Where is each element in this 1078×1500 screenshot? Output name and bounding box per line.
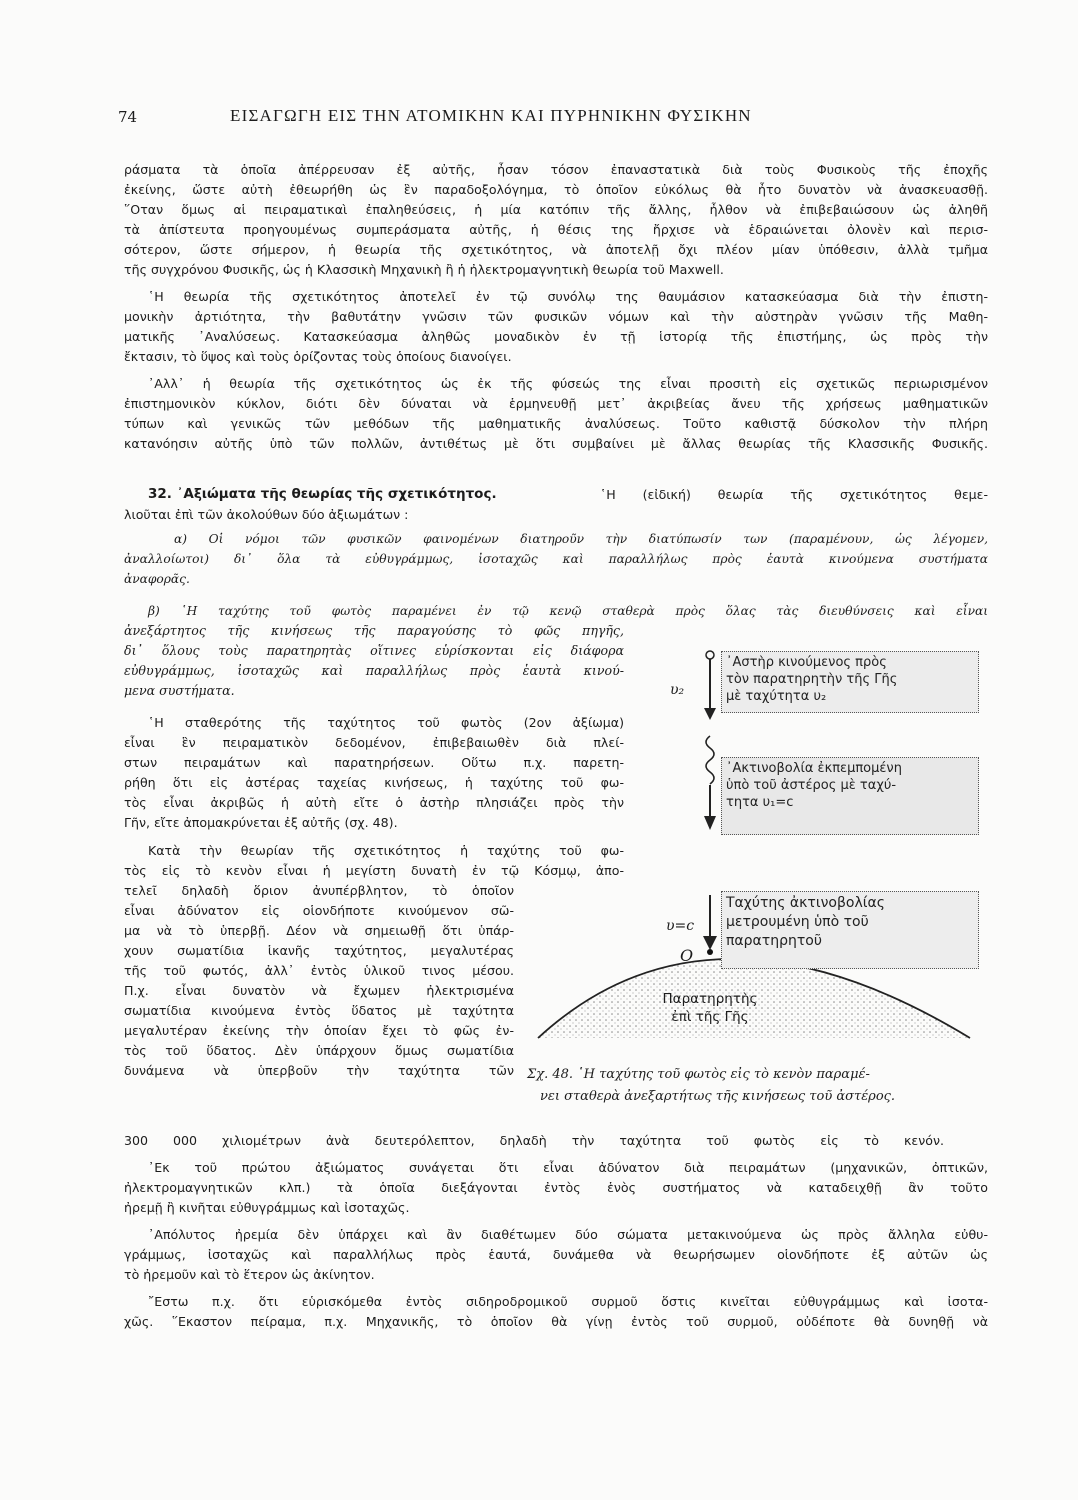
text-line: μα νὰ τὸ ὑπερβῇ. Δέον νὰ σημειωθῇ ὅτι ὑπάρ-: [124, 923, 514, 938]
measured-speed-box: [721, 891, 979, 969]
observer-line: ἐπὶ τῆς Γῆς: [671, 1009, 749, 1025]
axiom-b-line: μενα συστήματα.: [124, 683, 235, 698]
label-v-equals-c: υ=c: [666, 918, 695, 934]
arrowhead-icon: [703, 936, 717, 950]
box-line: ᾿Ακτινοβολία ἐκπεμπομένη: [726, 761, 902, 776]
text-line: τὸς εἰς τὸ κενὸν εἶναι ἡ μεγίστη δυνατὴ ἐν τῷ Κόσμῳ, ἀπο-: [124, 863, 624, 878]
text-line: 300 000 χιλιομέτρων ἀνὰ δευτερόλεπτον, δηλαδὴ τὴν ταχύτητα τοῦ φωτὸς εἰς τὸ κενόν.: [124, 1133, 944, 1148]
axiom-a-line: α) Οἱ νόμοι τῶν φυσικῶν φαινομένων διατηροῦν τὴν διατύπωσίν των (παραμένουν, ὡς λέγομεν,: [174, 532, 988, 546]
text-line: ράσματα τὰ ὁποῖα ἀπέρρευσαν ἐξ αὐτῆς, ἦσαν τόσον ἐπαναστατικὰ διὰ τοὺς Φυσικοὺς τῆς ἐποχῆς: [124, 162, 988, 177]
axiom-b-line: δι᾿ ὅλους τοὺς παρατηρητὰς οἵτινες εὑρίσκονται εἰς διάφορα: [124, 643, 624, 658]
text-line: ἔκτασιν, τὸ ὕψος καὶ τοὺς ὁρίζοντας τοὺς ὁποίους διανοίγει.: [124, 349, 512, 364]
observer-line: Παρατηρητὴς: [662, 991, 758, 1007]
text-line: ἐκείνης, ὥστε αὐτὴ ἐθεωρήθη ὡς ἓν παραδοξολόγημα, τὸ ὁποῖον εὐκόλως θὰ ἦτο δυνατὸν νὰ ἀνασκευασθῇ.: [124, 182, 988, 197]
running-title: ΕΙΣΑΓΩΓΗ ΕΙΣ ΤΗΝ ΑΤΟΜΙΚΗΝ ΚΑΙ ΠΥΡΗΝΙΚΗΝ ΦΥΣΙΚΗΝ: [230, 106, 752, 125]
box-line: μὲ ταχύτητα υ₂: [726, 689, 827, 704]
text-line: χῶς. ῞Εκαστον πείραμα, π.χ. Μηχανικῆς, τὸ ὁποῖον θὰ γίνῃ ἐντὸς τοῦ συρμοῦ, οὐδέποτε θὰ δυνηθῇ νὰ: [124, 1314, 988, 1329]
page-number: 74: [118, 108, 138, 126]
text-line: δυνάμενα νὰ ὑπερβοῦν τὴν ταχύτητα τῶν: [124, 1063, 514, 1078]
axiom-b-line: εὐθυγράμμως, ἰσοταχῶς καὶ παραλλήλως πρὸς ἑαυτὰ κινού-: [124, 663, 624, 678]
text-line: ματικῆς ᾿Αναλύσεως. Κατασκεύασμα ἀληθῶς μοναδικὸν ἐν τῇ ἱστορίᾳ τῆς ἐπιστήμης, ὡς πρὸς τὴν: [124, 329, 988, 344]
text-line: ἐπιστημονικὸν κύκλον, διότι δὲν δύναται νὰ ἑρμηνευθῇ μετ᾿ ἀκριβείας ἄνευ τῆς χρήσεως μαθηματικῶν: [124, 396, 988, 411]
text-line: γράμμως, ἰσοταχῶς καὶ παραλλήλως πρὸς ἑαυτά, δυνάμεθα νὰ θεωρήσωμεν οἱονδήποτε ἐξ αὐτῶν ὡς: [124, 1247, 988, 1262]
text-line: Π.χ. εἶναι δυνατὸν νὰ ἔχωμεν ἠλεκτρισμένα: [124, 983, 514, 998]
axiom-a-line: ἀναλλοίωτοι) δι᾿ ὅλα τὰ εὐθυγράμμως, ἰσοταχῶς καὶ παραλλήλως πρὸς ἑαυτὰ κινούμενα συστήματα: [124, 552, 988, 566]
text-line: χουν σωματίδια ἱκανῆς ταχύτητος, μεγαλυτέρας: [124, 943, 514, 958]
axiom-b-line: β) ῾Η ταχύτης τοῦ φωτὸς παραμένει ἐν τῷ κενῷ σταθερὰ πρὸς ὅλας τὰς διευθύνσεις καὶ εἶναι: [148, 604, 988, 618]
box-line: μετρουμένη ὑπὸ τοῦ: [726, 914, 869, 930]
figure-caption: νει σταθερὰ ἀνεξαρτήτως τῆς κινήσεως τοῦ ἀστέρος.: [540, 1089, 896, 1104]
text-line: μεγαλυτέραν ἐκείνης τὴν ὁποίαν ἔχει τὸ φῶς ἐν-: [124, 1023, 514, 1038]
text-line: ῾Η θεωρία τῆς σχετικότητος ἀποτελεῖ ἐν τῷ συνόλῳ της θαυμάσιον κατασκεύασμα διὰ τὴν ἐπιστη-: [148, 289, 988, 304]
text-line: τὸς εἶναι ἀκριβῶς ἡ αὐτὴ εἴτε ὁ ἀστὴρ πλησιάζει πρὸς τὴν: [124, 795, 624, 810]
text-line: ἠρεμῇ ἢ κινῆται εὐθυγράμμως καὶ ἰσοταχῶς.: [124, 1200, 410, 1215]
text-line: ᾿Εκ τοῦ πρώτου ἀξιώματος συνάγεται ὅτι εἶναι ἀδύνατον διὰ πειραμάτων (μηχανικῶν, ὀπτικῶν,: [148, 1160, 988, 1175]
box-line: παρατηρητοῦ: [726, 933, 822, 949]
box-line: τὸν παρατηρητὴν τῆς Γῆς: [726, 672, 898, 687]
light-wave-icon: [706, 736, 714, 784]
text-line: τῆς τοῦ φωτός, ἀλλ᾿ ἐντὸς ὑλικοῦ τινος μέσου.: [124, 963, 514, 978]
label-origin: O: [680, 946, 694, 965]
text-line: εἶναι ἓν πειραματικὸν δεδομένον, ἐπιβεβαιωθὲν διὰ πλεί-: [124, 735, 624, 750]
box-line: ὑπὸ τοῦ ἀστέρος μὲ ταχύ-: [726, 778, 897, 793]
text-line: τῆς συγχρόνου Φυσικῆς, ὡς ἡ Κλασσικὴ Μηχανικὴ ἢ ἡ ἠλεκτρομαγνητικὴ θεωρία τοῦ Maxwell.: [124, 262, 724, 277]
text-line: ῎Εστω π.χ. ὅτι εὑρισκόμεθα ἐντὸς σιδηροδρομικοῦ συρμοῦ ὅστις κινεῖται εὐθυγράμμως καὶ ἰσοτα-: [148, 1294, 988, 1309]
text-line: ῞Οταν ὅμως αἱ πειραματικαὶ ἐπαληθεύσεις, ἡ μία κατόπιν τῆς ἄλλης, ἦλθον νὰ ἐπιβεβαιώσουν ὡς ἀληθῆ: [124, 202, 988, 217]
box-line: Ταχύτης ἀκτινοβολίας: [726, 895, 885, 911]
text-line: τὰ ἀπίστευτα προηγουμένως συμπεράσματα αὐτῆς, ἡ θέσις της ἤρχισε νὰ ἑδραιώνεται ὀλονὲν καὶ περισ-: [124, 222, 988, 237]
observer-label: [640, 990, 780, 1026]
text-line: τὸς τοῦ ὕδατος. Δὲν ὑπάρχουν ὅμως σωματίδια: [124, 1043, 514, 1058]
star-marker: [706, 651, 714, 659]
text-line: τελεῖ δηλαδὴ ὅριον ἀνυπέρβλητον, τὸ ὁποῖον: [124, 883, 514, 898]
box-line: ᾿Αστὴρ κινούμενος πρὸς: [726, 655, 887, 670]
text-line: ᾿Αλλ᾿ ἡ θεωρία τῆς σχετικότητος ὡς ἐκ τῆς φύσεώς της εἶναι προσιτὴ εἰς σχετικῶς περιωρισμένον: [148, 376, 988, 391]
text-line: Κατὰ τὴν θεωρίαν τῆς σχετικότητος ἡ ταχύτης τοῦ φω-: [148, 843, 624, 858]
text-line: ῾Η σταθερότης τῆς ταχύτητος τοῦ φωτὸς (2ον ἀξίωμα): [148, 715, 624, 730]
text-line: μονικὴν ἀρτιότητα, τὴν βαθυτάτην γνῶσιν τῶν φυσικῶν νόμων καὶ τὴν αὐστηρὰν γνῶσιν τῆς Μαθη-: [124, 309, 988, 324]
radiation-emitted-box: [721, 757, 979, 835]
observer-point: [707, 949, 713, 955]
text-line: ρήθη ὅτι εἰς ἀστέρας ταχείας κινήσεως, ἡ ταχύτης τοῦ φω-: [124, 775, 624, 790]
axiom-a-line: ἀναφορᾶς.: [124, 572, 190, 586]
arrowhead-icon: [704, 816, 716, 830]
axiom-b-line: ἀνεξάρτητος τῆς κινήσεως τῆς παραγούσης τὸ φῶς πηγῆς,: [124, 623, 624, 638]
text-line: σότερον, ὥστε σήμερον, ἡ θεωρία τῆς σχετικότητος, νὰ ἀποτελῇ ὄχι πλέον μίαν ὑπόθεσιν, ἀλλὰ τμῆμα: [124, 242, 988, 257]
figure-caption: Σχ. 48. ῾Η ταχύτης τοῦ φωτὸς εἰς τὸ κενὸν παραμέ-: [527, 1067, 870, 1082]
text-line: τύπων καὶ γενικῶς τῶν μεθόδων τῆς μαθηματικῆς ἀναλύσεως. Τοῦτο καθιστᾷ δύσκολον τὴν πλήρη: [124, 416, 988, 431]
text-line: λιοῦται ἐπὶ τῶν ἀκολούθων δύο ἀξιωμάτων :: [124, 507, 409, 522]
section-heading: 32. ᾿Αξιώματα τῆς θεωρίας τῆς σχετικότητος.: [148, 486, 497, 502]
text-line: ἠλεκτρομαγνητικῶν κλπ.) τὰ ὁποῖα διεξάγονται ἐντὸς ἑνὸς συστήματος νὰ καταδειχθῇ ἂν τοῦτο: [124, 1180, 988, 1195]
box-line: τητα υ₁=c: [726, 795, 794, 810]
text-line: εἶναι ἀδύνατον εἰς οἱονδήποτε κινούμενον σῶ-: [124, 903, 514, 918]
label-v2: υ₂: [670, 682, 685, 698]
section-intro: ῾Η (εἰδική) θεωρία τῆς σχετικότητος θεμε-: [600, 487, 988, 502]
star-moving-box: [721, 651, 979, 713]
text-line: ᾿Απόλυτος ἠρεμία δὲν ὑπάρχει καὶ ἂν διαθέτωμεν δύο σώματα μετακινούμενα ὡς πρὸς ἄλληλα εὐθυ-: [148, 1227, 988, 1242]
text-line: κατανόησιν αὐτῆς ὑπὸ τῶν πολλῶν, ἀντιθέτως μὲ ὅτι συμβαίνει μὲ ἄλλας θεωρίας τῆς Κλασσικῆς Φυσικῆς.: [124, 436, 988, 451]
arrowhead-icon: [704, 708, 716, 720]
text-line: Γῆν, εἴτε ἀπομακρύνεται ἐξ αὐτῆς (σχ. 48).: [124, 815, 398, 830]
text-line: τὸ ἠρεμοῦν καὶ τὸ ἕτερον ὡς ἀκίνητον.: [124, 1267, 375, 1282]
text-line: στων πειραμάτων καὶ παρατηρήσεων. Οὕτω π.χ. παρετη-: [124, 755, 624, 770]
text-line: σωματίδια κινούμενα ἐντὸς ὕδατος μὲ ταχύτητα: [124, 1003, 514, 1018]
